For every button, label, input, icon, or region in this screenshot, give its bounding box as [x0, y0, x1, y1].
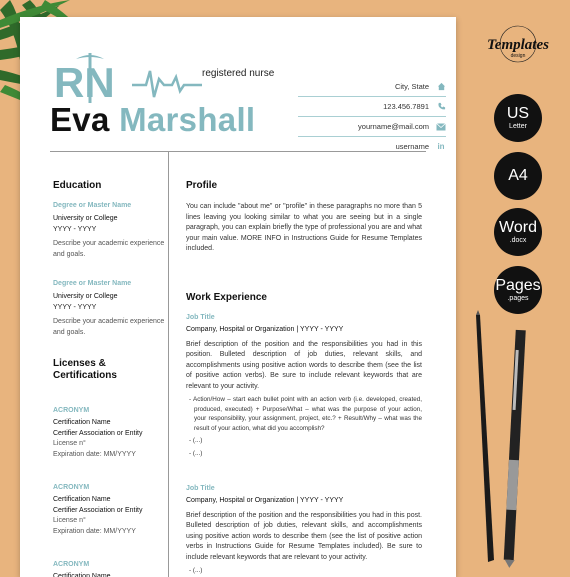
badge-subtitle: Letter — [509, 122, 527, 130]
last-name: Marshall — [119, 101, 256, 138]
profile-text: You can include "about me" or "profile" in these paragraphs no more than 5 lines leaving you looking similar to what you are seeing but in a single paragraph, you can explain briefly the type of professional you are and what your main value. MORE INFO in Instructions Guide for Resume Templates included. — [186, 203, 422, 253]
contact-list — [298, 77, 446, 156]
certification-item — [53, 484, 168, 537]
job-title: Job Title — [186, 314, 215, 321]
degree-name: Degree or Master Name — [53, 202, 132, 209]
education-description: Describe your academic experience and goals. — [53, 240, 165, 258]
school-name: University or College — [53, 215, 118, 222]
certification-acronym: ACRONYM — [53, 561, 90, 568]
contact-linkedin: username in — [395, 142, 445, 151]
home-icon — [436, 82, 446, 92]
certification-name: Certification Name — [53, 573, 111, 577]
badge-title: US — [506, 104, 530, 122]
full-name — [50, 101, 255, 139]
work-experience-heading: Work Experience — [186, 292, 267, 303]
certification-item — [53, 561, 168, 577]
phone-icon — [436, 102, 446, 112]
first-name: Eva — [50, 101, 110, 138]
badge-title: Pages — [495, 276, 541, 294]
mail-icon — [436, 122, 446, 132]
job-entry — [186, 314, 422, 458]
badge-a4 — [494, 152, 542, 200]
education-item — [53, 280, 165, 338]
badge-title: Word — [499, 218, 537, 236]
role-title: registered nurse — [202, 68, 275, 79]
certification-entity: Certifier Association or Entity — [53, 506, 143, 514]
certification-name: Certification Name — [53, 496, 111, 503]
badge-subtitle: .pages — [507, 294, 529, 302]
contact-phone: 123.456.7891 — [298, 97, 446, 117]
job-company: Company, Hospital or Organization | YYYY - YYYY — [186, 497, 344, 504]
badge-pages — [494, 266, 542, 314]
school-name: University or College — [53, 293, 118, 300]
contact-location: City, State — [298, 77, 446, 97]
brand-tagline: design — [510, 53, 526, 59]
certification-entity: Certifier Association or Entity — [53, 429, 143, 437]
license-number: License n° — [53, 440, 86, 447]
job-bullet: - (...) — [189, 449, 203, 457]
job-bullet: - (...) — [189, 437, 203, 445]
resume-page — [20, 17, 456, 577]
education-heading: Education — [53, 180, 102, 191]
years: YYYY - YYYY — [53, 225, 97, 233]
degree-name: Degree or Master Name — [53, 280, 132, 287]
certification-acronym: ACRONYM — [53, 407, 90, 414]
badge-us-letter — [494, 94, 542, 142]
badge-subtitle: .docx — [509, 236, 527, 244]
linkedin-icon: in — [437, 142, 445, 151]
badge-title: A4 — [508, 167, 528, 184]
certification-name: Certification Name — [53, 419, 111, 426]
job-bullet: - (...) — [189, 567, 203, 575]
licenses-heading: Licenses & Certifications — [53, 358, 117, 381]
templates-brand-logo — [480, 22, 556, 70]
badge-word — [494, 208, 542, 256]
job-description: Brief description of the position and the responsibilities you had in this position. Bulleted description of job duties, relevant skills, and accomplishments using positive action words to describe them (see the list of positive action verbs). Be sure to include relevant keywords that are relevant to your activity. — [186, 340, 422, 390]
brand-name: Templates — [487, 37, 549, 53]
left-column — [50, 152, 169, 577]
certification-item — [53, 407, 168, 460]
education-item — [53, 202, 165, 260]
rn-logo-text: RN — [54, 59, 115, 106]
expiration-date: Expiration date: MM/YYYY — [53, 527, 136, 535]
job-description: Brief description of the position and the responsibilities you had in this post. Bulleted description of job duties, relevant skills, and accomplishments using positive action words to describe them (see the list of positive action verbs in Instructions Guide for Resume Templates included). Be sure to include relevant keywords that are relevant to your activity. — [186, 511, 422, 561]
pencils-decoration — [464, 310, 544, 570]
contact-email: yourname@mail.com — [298, 117, 446, 137]
job-company: Company, Hospital or Organization | YYYY - YYYY — [186, 326, 344, 333]
job-bullet: - Action/How – start each bullet point with an action verb (i.e. developed, created, produced, executed) + Purpose/What – what was the purpose of your action, your responsibility, your assignment, project, etc.? + Result/Why – what was the result of your action, what did you accomplish? — [189, 396, 422, 432]
education-description: Describe your academic experience and goals. — [53, 318, 165, 336]
job-title: Job Title — [186, 485, 215, 492]
certification-acronym: ACRONYM — [53, 484, 90, 491]
profile-heading: Profile — [186, 180, 218, 191]
expiration-date: Expiration date: MM/YYYY — [53, 450, 136, 458]
years: YYYY - YYYY — [53, 303, 97, 311]
job-entry — [186, 485, 422, 576]
license-number: License n° — [53, 517, 86, 524]
